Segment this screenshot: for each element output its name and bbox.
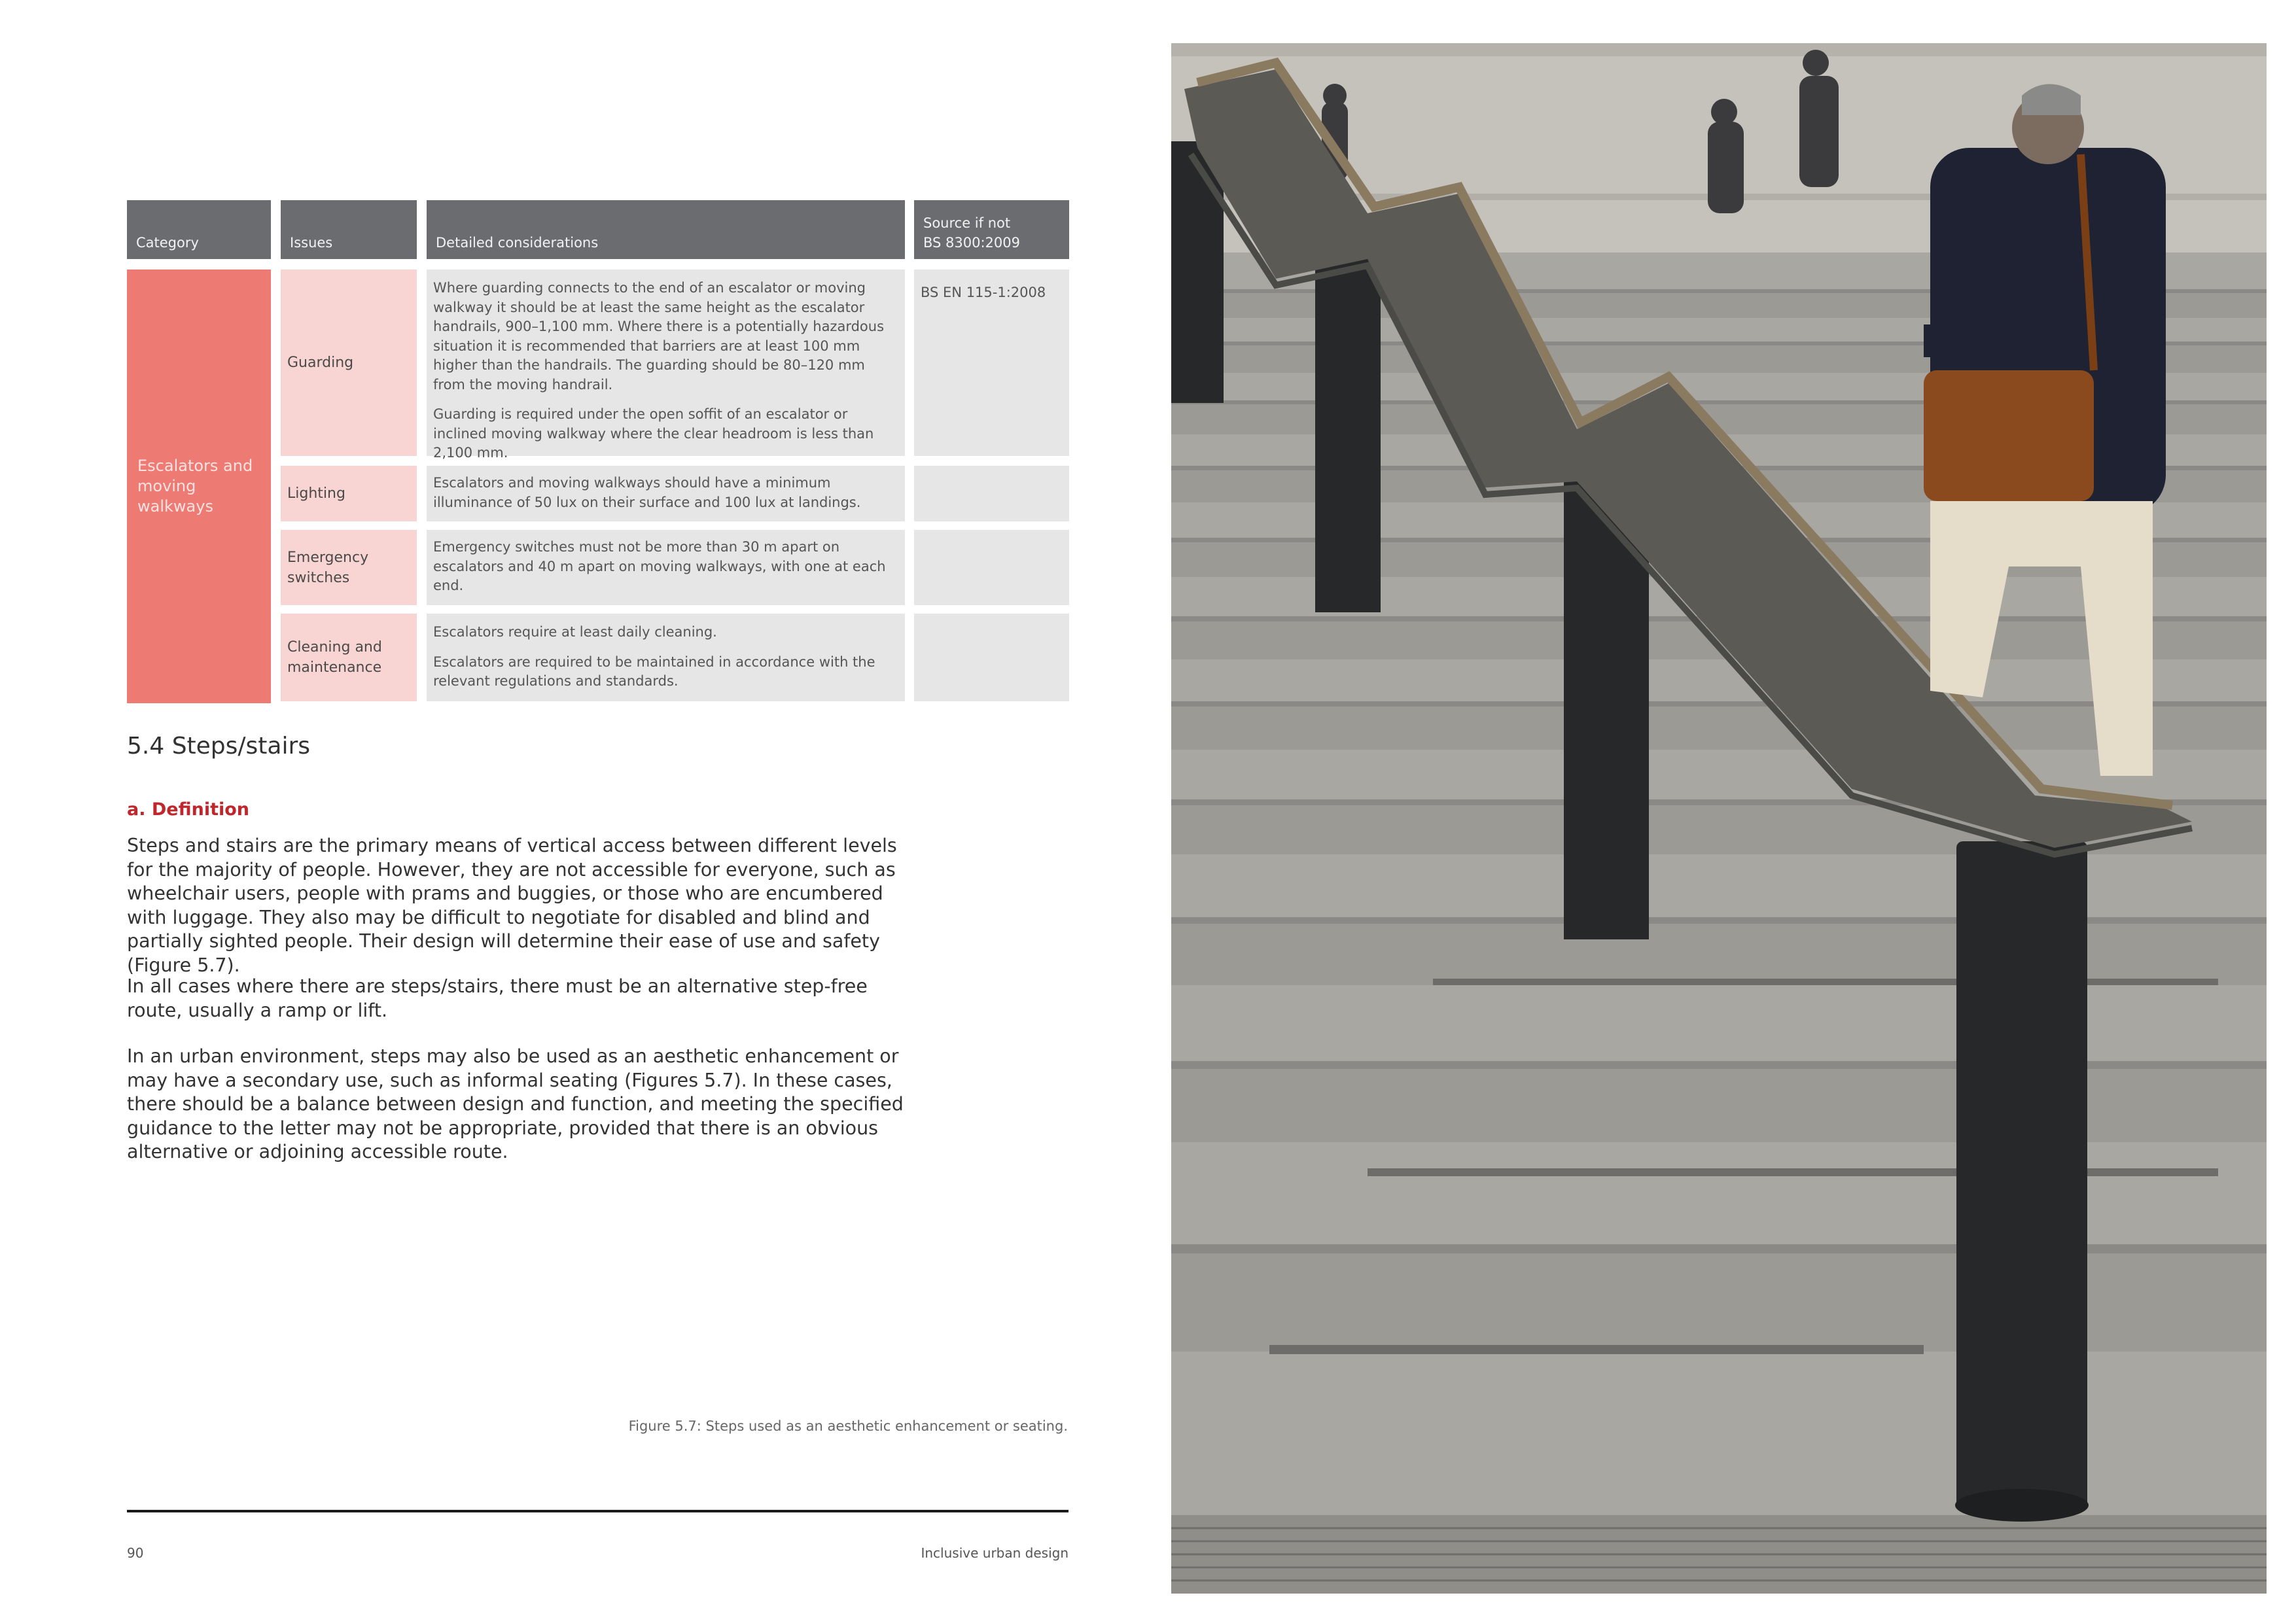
body-paragraph: In an urban environment, steps may also be used as an aesthetic enhancement or may have a secondary use, such as informal seating (Figures 5.7). In these cases, there should be a balance between design and function, and meeting the specified guidance to the letter may not be appropriate, provided that there is an obvious alternative or adjoining accessible route.	[127, 1045, 904, 1162]
details-text: Escalators require at least daily cleaning.	[433, 624, 717, 640]
section-title: 5.4 Steps/stairs	[127, 733, 311, 759]
details-text: Escalators are required to be maintained in accordance with the relevant regulations and standards.	[433, 654, 875, 689]
issue-cell-emergency-switches: Emergency switches	[281, 530, 417, 605]
details-cell-emergency-switches	[427, 530, 905, 605]
details-text: Emergency switches must not be more than 30 m apart on escalators and 40 m apart on moving walkways, with one at each end.	[433, 539, 886, 593]
details-cell-lighting	[427, 466, 905, 521]
details-text: Guarding is required under the open soffit of an escalator or inclined moving walkway where the clear headroom is less than 2,100 mm.	[433, 406, 874, 461]
details-text: Escalators and moving walkways should have a minimum illuminance of 50 lux on their surface and 100 lux at landings.	[433, 475, 861, 510]
header-details: Detailed considerations	[427, 200, 905, 259]
source-cell-guarding: BS EN 115-1:2008	[914, 270, 1069, 456]
source-cell-emergency-switches	[914, 530, 1069, 605]
steps-photo	[1171, 43, 2267, 1594]
body-paragraph: In all cases where there are steps/stairs, there must be an alternative step-free route, usually a ramp or lift.	[127, 975, 868, 1021]
issue-cell-guarding: Guarding	[281, 270, 417, 456]
footer-rule	[127, 1510, 1069, 1512]
header-issues: Issues	[281, 200, 417, 259]
details-cell-cleaning	[427, 614, 905, 701]
header-source-line1: Source if not	[923, 215, 1011, 231]
section-subtitle: a. Definition	[127, 799, 250, 820]
footer-document-title: Inclusive urban design	[921, 1545, 1069, 1561]
header-source	[914, 200, 1069, 259]
page-number: 90	[127, 1545, 144, 1561]
issue-cell-lighting: Lighting	[281, 466, 417, 521]
category-cell: Escalators and moving walkways	[127, 270, 271, 703]
details-cell-guarding	[427, 270, 905, 461]
steps-photo-illustration	[1171, 43, 2267, 1594]
details-text: Where guarding connects to the end of an escalator or moving walkway it should be at least the same height as the escalator handrails, 900–1,100 mm. Where there is a potentially hazardous situation it is recommended that barriers are at least 100 mm higher than the handrails. The guarding should be 80–120 mm from the moving handrail.	[433, 280, 885, 393]
issue-cell-cleaning: Cleaning and maintenance	[281, 614, 417, 701]
header-source-line2: BS 8300:2009	[923, 235, 1021, 251]
header-category: Category	[127, 200, 271, 259]
figure-caption: Figure 5.7: Steps used as an aesthetic enhancement or seating.	[628, 1418, 1068, 1434]
body-paragraph: Steps and stairs are the primary means of vertical access between different levels for the majority of people. However, they are not accessible for everyone, such as wheelchair users, people with prams and buggies, or those who are encumbered with luggage. They also may be difficult to negotiate for disabled and blind and partially sighted people. Their design will determine their ease of use and safety (Figure 5.7).	[127, 835, 897, 976]
source-cell-cleaning	[914, 614, 1069, 701]
source-cell-lighting	[914, 466, 1069, 521]
